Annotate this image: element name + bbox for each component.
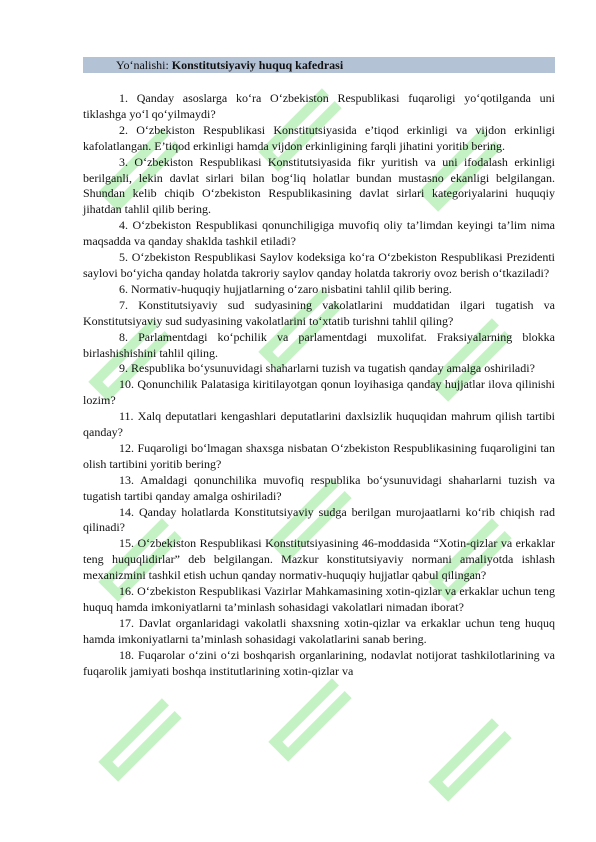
question-item: 3. O‘zbekiston Respublikasi Konstitutsiyasida fikr yuritish va uni ifodalash erkinligi berilganli, lekin davlat sirlari bilan bog‘liq holatlar bundan mustasno ekanligi belgilangan. Shundan kelib chiqib O‘zbekiston Respublikasining davlat sirlari kategoriyalarini huquqiy jihatdan tahlil qilib bering.	[83, 154, 555, 217]
question-item: 11. Xalq deputatlari kengashlari deputatlarini daxlsizlik huquqidan mahrum qilish tartibi qanday?	[83, 409, 555, 440]
document-page	[83, 57, 555, 680]
question-item: 14. Qanday holatlarda Konstitutsiyaviy sudga berilgan murojaatlarni ko‘rib chiqish rad qilinadi?	[83, 504, 555, 535]
question-item: 2. O‘zbekiston Respublikasi Konstitutsiyasida e’tiqod erkinligi va vijdon erkinligi kafolatlangan. E’tiqod erkinligi hamda vijdon erkinligining farqli jihatini yoritib bering.	[83, 122, 555, 153]
question-item: 7. Konstitutsiyaviy sud sudyasining vakolatlarini muddatidan ilgari tugatish va Konstitutsiyaviy sud sudyasining vakolatlarini to‘xtatib turishni tahlil qiling?	[83, 297, 555, 328]
question-item: 4. O‘zbekiston Respublikasi qonunchiligiga muvofiq oliy ta’limdan keyingi ta’lim nima maqsadda va qanday shaklda tashkil etiladi?	[83, 218, 555, 249]
direction-value: Konstitutsiyaviy huquq kafedrasi	[171, 58, 344, 72]
direction-label: Yo‘nalishi:	[116, 58, 172, 72]
question-item: 9. Respublika bo‘ysunuvidagi shaharlarni tuzish va tugatish qanday amalga oshiriladi?	[119, 361, 535, 376]
question-item: 17. Davlat organlaridagi vakolatli shaxsning xotin-qizlar va erkaklar uchun teng huquq hamda imkoniyatlarni ta’minlash sohasidagi vakolatlarini sanab bering.	[83, 615, 555, 646]
question-item: 1. Qanday asoslarga ko‘ra O‘zbekiston Respublikasi fuqaroligi yo‘qotilganda uni tiklashga yo‘l qo‘yilmaydi?	[83, 91, 555, 121]
watermark-mark	[268, 678, 351, 761]
question-item: 13. Amaldagi qonunchilika muvofiq respublika bo‘ysunuvidagi shaharlarni tuzish va tugatish tartibi qanday amalga oshiriladi?	[83, 472, 555, 503]
question-item: 8. Parlamentdagi ko‘pchilik va parlamentdagi muxolifat. Fraksiyalarning blokka birlashishishini tahlil qiling.	[83, 329, 555, 360]
question-item: 15. O‘zbekiston Respublikasi Konstitutsiyasining 46-moddasida “Xotin-qizlar va erkaklar teng huquqlidirlar” deb belgilangan. Mazkur konstitutsiyaviy normani amaliyotda ishlash mexanizmini tashkil etish uchun qanday normativ-huquqiy hujjatlar qabul qilingan?	[83, 536, 555, 583]
question-item: 16. O‘zbekiston Respublikasi Vazirlar Mahkamasining xotin-qizlar va erkaklar uchun teng huquq hamda imkoniyatlarni ta’minlash sohasidagi vakolatlari nimadan iborat?	[83, 584, 555, 614]
question-item: 10. Qonunchilik Palatasiga kiritilayotgan qonun loyihasiga qanday hujjatlar ilova qilinishi lozim?	[83, 377, 555, 408]
question-item: 5. O‘zbekiston Respublikasi Saylov kodeksiga ko‘ra O‘zbekiston Respublikasi Prezidenti saylovi bo‘yicha qanday holatda takroriy saylov qanday holatda takroriy ovoz berish o‘tkaziladi?	[83, 250, 555, 280]
direction-header	[83, 57, 555, 73]
watermark-mark	[98, 698, 181, 781]
question-item: 12. Fuqaroligi bo‘lmagan shaxsga nisbatan O‘zbekiston Respublikasining fuqaroligini tan olish tartibini yoritib bering?	[83, 440, 555, 471]
watermark-mark	[428, 718, 511, 801]
question-item: 18. Fuqarolar o‘zini o‘zi boshqarish organlarining, nodavlat notijorat tashkilotlarining va fuqarolik jamiyati boshqa institutlarining xotin-qizlar va	[83, 647, 555, 678]
question-item: 6. Normativ-huquqiy hujjatlarning o‘zaro nisbatini tahlil qilib bering.	[119, 281, 452, 296]
question-list	[83, 91, 555, 680]
